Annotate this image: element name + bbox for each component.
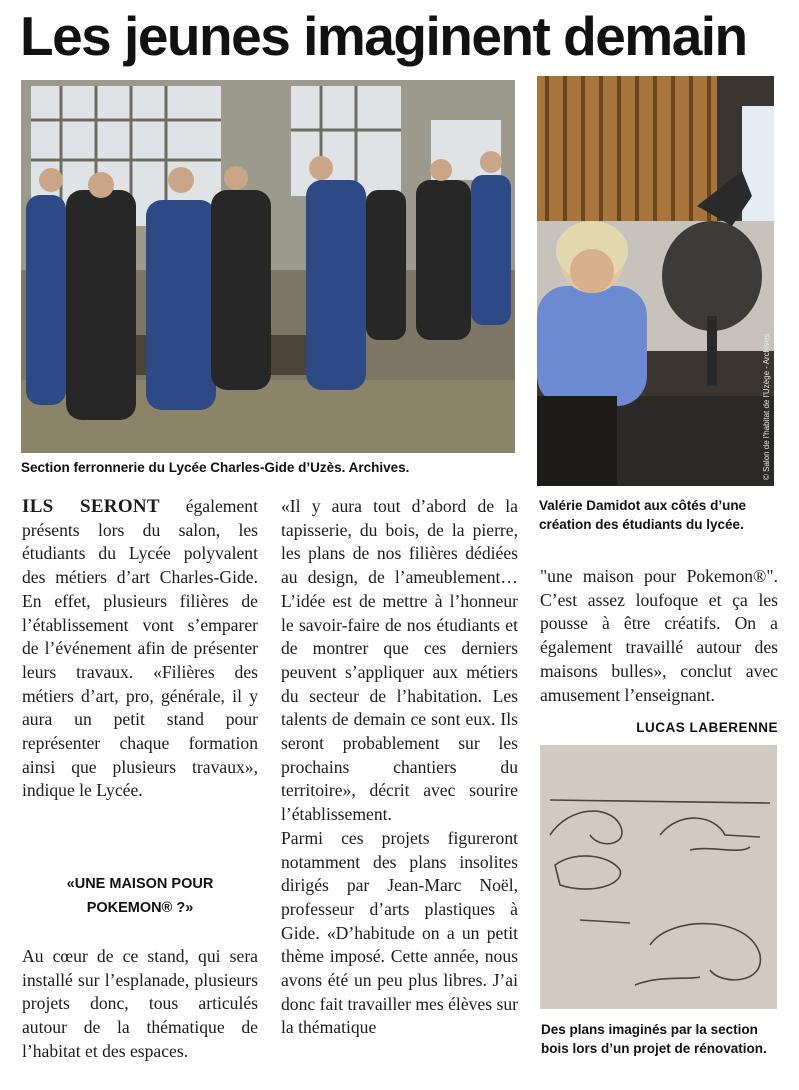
column2-paragraph-2: Parmi ces projets figureront notamment des plans insolites dirigés par Jean-Marc Noël, professeur d’arts plastiques à Gide. «D’habitude on a un petit thème imposé. Cette année, nous avons été un peu plus libres. J’ai donc fait travailler mes élèves sur la thématique	[281, 827, 518, 1038]
subhead-line-2: POKEMON® ?»	[86, 900, 194, 916]
column3-paragraph-1: "une maison pour Pokemon®". C’est assez loufoque et ça les pousse à être créatifs. On a également travaillé autour des maisons bulles», conclut avec amusement l’enseignant.	[540, 566, 778, 705]
article-column-3	[540, 565, 778, 707]
column1-paragraph-1: également présents lors du salon, les étudiants du Lycée polyvalent des métiers d’art Charles-Gide. En effet, plusieurs filières de l’établissement vont s’emparer de l’événement afin de présenter leurs travaux. «Filières des métiers d’art, pro, générale, il y aura un petit stand pour représenter chaque formation ainsi que plusieurs travaux», indique le Lycée.	[22, 496, 258, 801]
headline: Les jeunes imaginent demain	[20, 5, 747, 67]
column1-paragraph-2: Au cœur de ce stand, qui sera installé sur l’esplanade, plusieurs projets donc, tous articulés autour de la thématique de l’habitat et des espaces.	[22, 946, 258, 1061]
subhead	[22, 872, 258, 920]
author-signature: LUCAS LABERENNE	[636, 720, 778, 735]
article-column-1	[22, 495, 258, 803]
column2-paragraph-1: «Il y aura tout d’abord de la tapisserie, du bois, de la pierre, les plans de nos filières dédiées au design, de l’ameublement… L’idée est de mettre à l’honneur le savoir-faire de nos étudiants et de montrer que ces derniers peuvent s’appliquer aux métiers du secteur de l’habitation. Les talents de demain ce sont eux. Ils seront probablement sur les prochains chantiers du territoire», décrit avec sourire l’établissement.	[281, 496, 518, 825]
workshop-photo	[21, 80, 515, 453]
portrait-photo	[537, 76, 774, 486]
workshop-photo-caption: Section ferronnerie du Lycée Charles-Gide d’Uzès. Archives.	[21, 460, 410, 475]
article-column-1-continued	[22, 945, 258, 1064]
lead-in: ILS SERONT	[22, 496, 160, 517]
portrait-photo-caption: Valérie Damidot aux côtés d’une création des étudiants du lycée.	[539, 498, 747, 532]
plans-photo	[540, 745, 777, 1009]
portrait-photo-credit: © Salon de l'habitat de l'Uzège - Archives	[762, 333, 771, 480]
article-column-2	[281, 495, 518, 1040]
plans-photo-caption: Des plans imaginés par la section bois lors d’un projet de rénovation.	[541, 1022, 767, 1056]
subhead-line-1: «UNE MAISON POUR	[66, 876, 214, 892]
